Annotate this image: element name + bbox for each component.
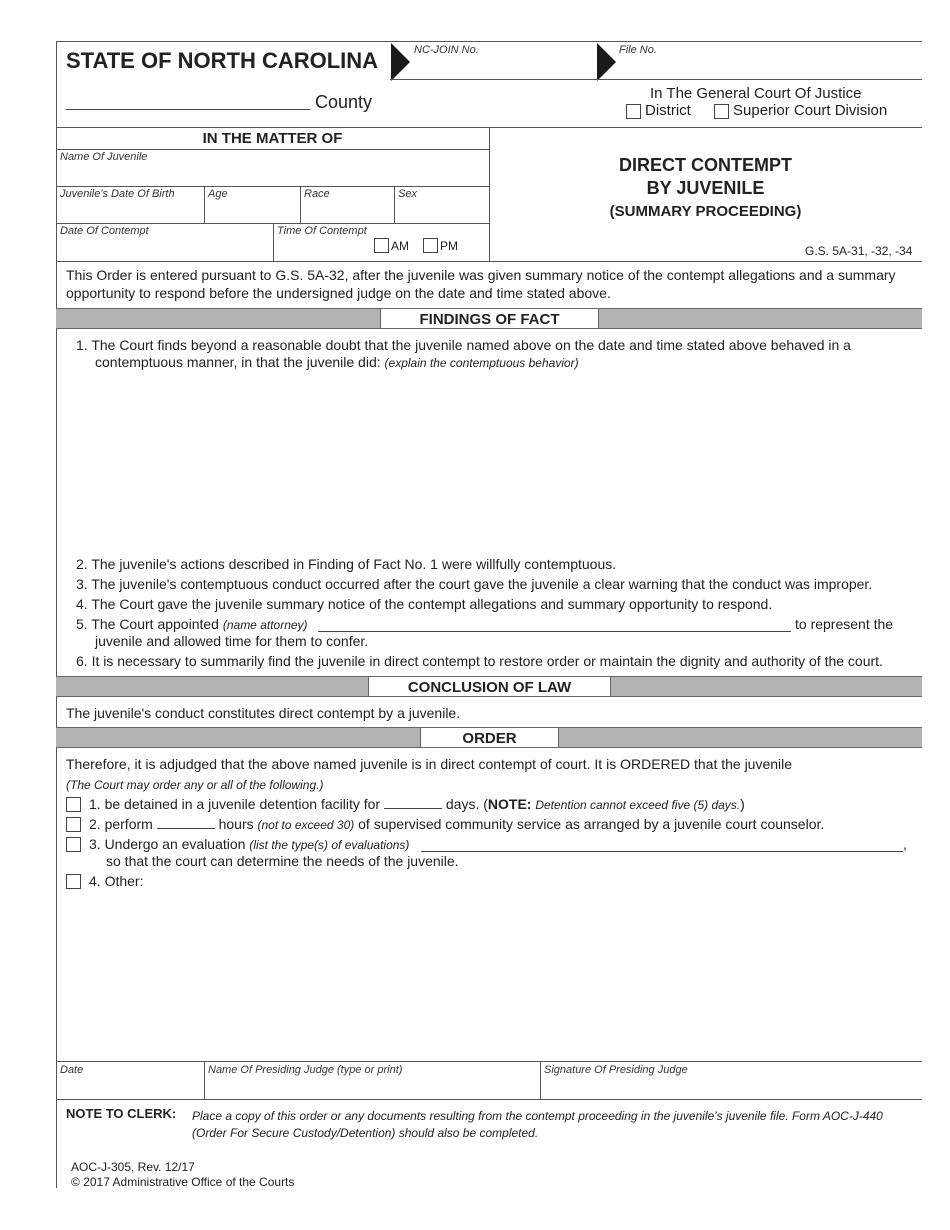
district-checkbox[interactable] xyxy=(626,104,641,119)
conclusion-text: The juvenile's conduct constitutes direct contempt by a juvenile. xyxy=(66,705,461,721)
order-3-text: 3. Undergo an evaluation (list the type(s) of evaluations) xyxy=(89,836,410,852)
findings-bar xyxy=(56,308,922,329)
court-line: In The General Court Of Justice xyxy=(650,85,862,102)
evaluation-types-input[interactable] xyxy=(421,851,903,852)
pm-checkbox[interactable] xyxy=(423,238,438,253)
contemptuous-behavior-field[interactable] xyxy=(95,374,915,549)
district-label: District xyxy=(645,102,691,119)
clerk-note-label: NOTE TO CLERK: xyxy=(66,1106,177,1121)
sign-date-label: Date xyxy=(60,1064,84,1076)
order-4-text: 4. Other: xyxy=(89,873,144,889)
clerk-note-line1: Place a copy of this order or any documents resulting from the contempt proceeding in the juvenile's juvenile file. Form AOC-J-440 xyxy=(192,1109,883,1123)
juvenile-name-field[interactable] xyxy=(57,150,488,185)
order-note: (The Court may order any or all of the following.) xyxy=(66,778,324,792)
am-checkbox[interactable] xyxy=(374,238,389,253)
judge-name-label: Name Of Presiding Judge (type or print) xyxy=(208,1064,403,1076)
ncjoin-arrow-icon xyxy=(391,43,410,81)
state-title: STATE OF NORTH CAROLINA xyxy=(66,48,379,73)
form-title-line2: BY JUVENILE xyxy=(646,178,765,198)
order-intro: Therefore, it is adjudged that the above named juvenile is in direct contempt of court. It is ORDERED that the juvenile xyxy=(66,756,793,772)
county-input[interactable] xyxy=(66,109,310,110)
findings-heading: FINDINGS OF FACT xyxy=(380,308,599,329)
contempt-time-label: Time Of Contempt xyxy=(277,225,367,237)
service-hours-input[interactable] xyxy=(157,816,215,829)
order-heading: ORDER xyxy=(420,727,559,748)
dob-label: Juvenile's Date Of Birth xyxy=(60,188,175,200)
intro-line1: This Order is entered pursuant to G.S. 5A-32, after the juvenile was given summary notice of the contempt allegations and a summary xyxy=(66,267,896,283)
form-number: AOC-J-305, Rev. 12/17 xyxy=(71,1160,195,1174)
conclusion-bar xyxy=(56,676,922,697)
order-3-comma: , xyxy=(903,836,907,852)
pm-label: PM xyxy=(440,239,458,253)
ncjoin-label: NC-JOIN No. xyxy=(414,44,479,56)
fileno-arrow-icon xyxy=(597,43,616,81)
form-title-line1: DIRECT CONTEMPT xyxy=(619,155,792,175)
order-1-text: 1. be detained in a juvenile detention facility for days. (NOTE: Detention cannot exceed five (5) days.) xyxy=(89,796,745,812)
attorney-name-input[interactable] xyxy=(318,631,791,632)
matter-title: IN THE MATTER OF xyxy=(202,130,343,147)
order-bar xyxy=(56,727,922,748)
clerk-note-line2: (Order For Secure Custody/Detention) should also be completed. xyxy=(192,1126,539,1140)
order-4-checkbox[interactable] xyxy=(66,874,81,889)
order-3-checkbox[interactable] xyxy=(66,837,81,852)
contempt-date-label: Date Of Contempt xyxy=(60,225,149,237)
order-3-line2: so that the court can determine the needs of the juvenile. xyxy=(106,853,459,869)
order-2-text: 2. perform hours (not to exceed 30) of supervised community service as arranged by a juvenile court counselor. xyxy=(89,816,825,832)
order-1-checkbox[interactable] xyxy=(66,797,81,812)
statute-ref: G.S. 5A-31, -32, -34 xyxy=(805,244,913,258)
detention-days-input[interactable] xyxy=(384,796,442,809)
finding-2: 2. The juvenile's actions described in Finding of Fact No. 1 were willfully contemptuous. xyxy=(76,556,617,572)
finding-5-b: to represent the xyxy=(795,616,894,632)
finding-6: 6. It is necessary to summarily find the juvenile in direct contempt to restore order or maintain the dignity and authority of the court. xyxy=(76,653,883,669)
juvenile-name-label: Name Of Juvenile xyxy=(60,151,148,163)
age-label: Age xyxy=(208,188,228,200)
superior-label: Superior Court Division xyxy=(733,102,888,119)
intro-line2: opportunity to respond before the undersigned judge on the date and time stated above. xyxy=(66,285,611,301)
fileno-label: File No. xyxy=(619,44,657,56)
county-label: County xyxy=(315,92,373,112)
finding-1-line2: contemptuous manner, in that the juvenile did: (explain the contemptuous behavior) xyxy=(95,354,579,370)
race-label: Race xyxy=(304,188,330,200)
other-order-field[interactable] xyxy=(89,893,909,1053)
judge-signature-label: Signature Of Presiding Judge xyxy=(544,1064,688,1076)
sex-label: Sex xyxy=(398,188,417,200)
finding-4: 4. The Court gave the juvenile summary notice of the contempt allegations and summary opportunity to respond. xyxy=(76,596,773,612)
finding-3: 3. The juvenile's contemptuous conduct occurred after the court gave the juvenile a clear warning that the conduct was improper. xyxy=(76,576,873,592)
superior-checkbox[interactable] xyxy=(714,104,729,119)
finding-1-line1: 1. The Court finds beyond a reasonable doubt that the juvenile named above on the date and time stated above behaved in a xyxy=(76,337,851,353)
conclusion-heading: CONCLUSION OF LAW xyxy=(368,676,611,697)
order-2-checkbox[interactable] xyxy=(66,817,81,832)
form-title-line3: (SUMMARY PROCEEDING) xyxy=(609,203,802,220)
am-label: AM xyxy=(391,239,409,253)
finding-5-line2: juvenile and allowed time for them to confer. xyxy=(95,633,369,649)
copyright: © 2017 Administrative Office of the Courts xyxy=(71,1175,295,1189)
finding-5-a: 5. The Court appointed (name attorney) xyxy=(76,616,308,632)
